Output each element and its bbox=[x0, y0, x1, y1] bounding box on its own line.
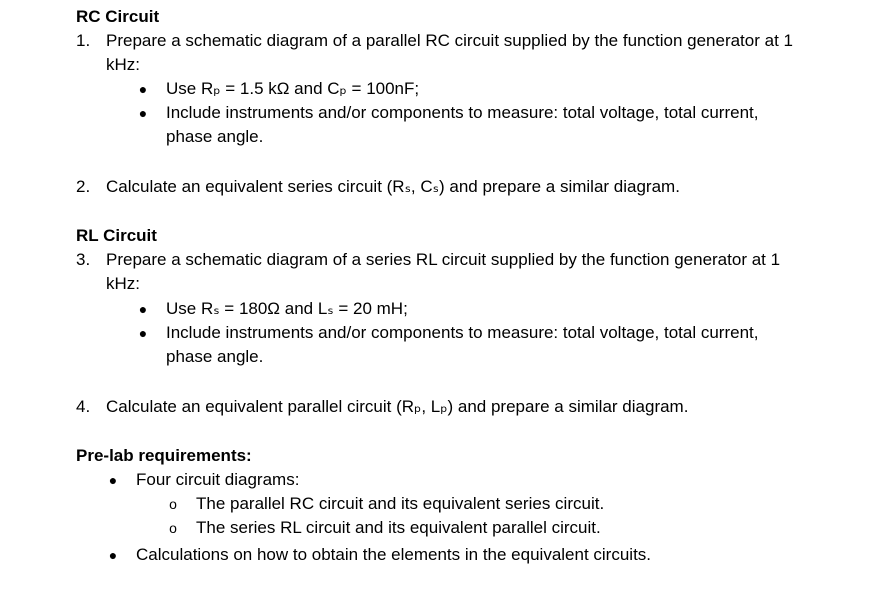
rc-circuit-heading: RC Circuit bbox=[76, 7, 160, 26]
bullet-text: Four circuit diagrams: bbox=[136, 470, 300, 489]
hollow-bullet-icon: o bbox=[169, 496, 177, 512]
bullet-item bbox=[136, 77, 856, 101]
bullet-text: Use Rₛ = 180Ω and Lₛ = 20 mH; bbox=[166, 299, 408, 318]
text-line: kHz: bbox=[106, 274, 140, 293]
prelab-heading: Pre-lab requirements: bbox=[76, 446, 252, 465]
bullet-text: Calculations on how to obtain the elements in the equivalent circuits. bbox=[136, 545, 652, 564]
list-number: 2. bbox=[76, 177, 91, 196]
sub-bullet-item bbox=[166, 492, 846, 516]
bullet-text: Include instruments and/or components to measure: total voltage, total current, bbox=[166, 103, 759, 122]
prelab-bullet-list-2 bbox=[106, 543, 866, 567]
text-line: Prepare a schematic diagram of a parallel RC circuit supplied by the function generator at 1 bbox=[106, 31, 793, 50]
bullet-icon: ● bbox=[138, 325, 148, 341]
bullet-icon: ● bbox=[108, 547, 118, 563]
rl-bullet-list bbox=[136, 297, 856, 369]
list-item-text bbox=[106, 248, 866, 296]
bullet-item bbox=[136, 297, 856, 321]
sub-bullet-text: The series RL circuit and its equivalent parallel circuit. bbox=[196, 518, 601, 537]
list-item-text: Calculate an equivalent series circuit (Rₛ, Cₛ) and prepare a similar diagram. bbox=[106, 177, 680, 196]
prelab-bullet-list bbox=[106, 468, 866, 492]
text-line: Prepare a schematic diagram of a series RL circuit supplied by the function generator at 1 bbox=[106, 250, 781, 269]
bullet-text: Use Rₚ = 1.5 kΩ and Cₚ = 100nF; bbox=[166, 79, 420, 98]
list-number: 1. bbox=[76, 31, 91, 50]
text-line: kHz: bbox=[106, 55, 140, 74]
list-number: 4. bbox=[76, 397, 91, 416]
list-item-text bbox=[106, 29, 866, 77]
rl-circuit-heading: RL Circuit bbox=[76, 226, 157, 245]
bullet-icon: ● bbox=[138, 105, 148, 121]
list-number: 3. bbox=[76, 250, 91, 269]
bullet-item bbox=[106, 543, 866, 567]
list-item-text: Calculate an equivalent parallel circuit (Rₚ, Lₚ) and prepare a similar diagram. bbox=[106, 397, 689, 416]
bullet-icon: ● bbox=[108, 472, 118, 488]
bullet-icon: ● bbox=[138, 301, 148, 317]
bullet-icon: ● bbox=[138, 81, 148, 97]
sub-bullet-item bbox=[166, 516, 846, 540]
bullet-item bbox=[106, 468, 866, 492]
bullet-item bbox=[136, 101, 856, 149]
bullet-text: phase angle. bbox=[166, 127, 264, 146]
sub-bullet-text: The parallel RC circuit and its equivalent series circuit. bbox=[196, 494, 605, 513]
bullet-item bbox=[136, 321, 856, 369]
bullet-text: Include instruments and/or components to measure: total voltage, total current, bbox=[166, 323, 759, 342]
bullet-text: phase angle. bbox=[166, 347, 264, 366]
hollow-bullet-icon: o bbox=[169, 520, 177, 536]
prelab-sub-list bbox=[166, 492, 846, 540]
rc-bullet-list bbox=[136, 77, 856, 149]
